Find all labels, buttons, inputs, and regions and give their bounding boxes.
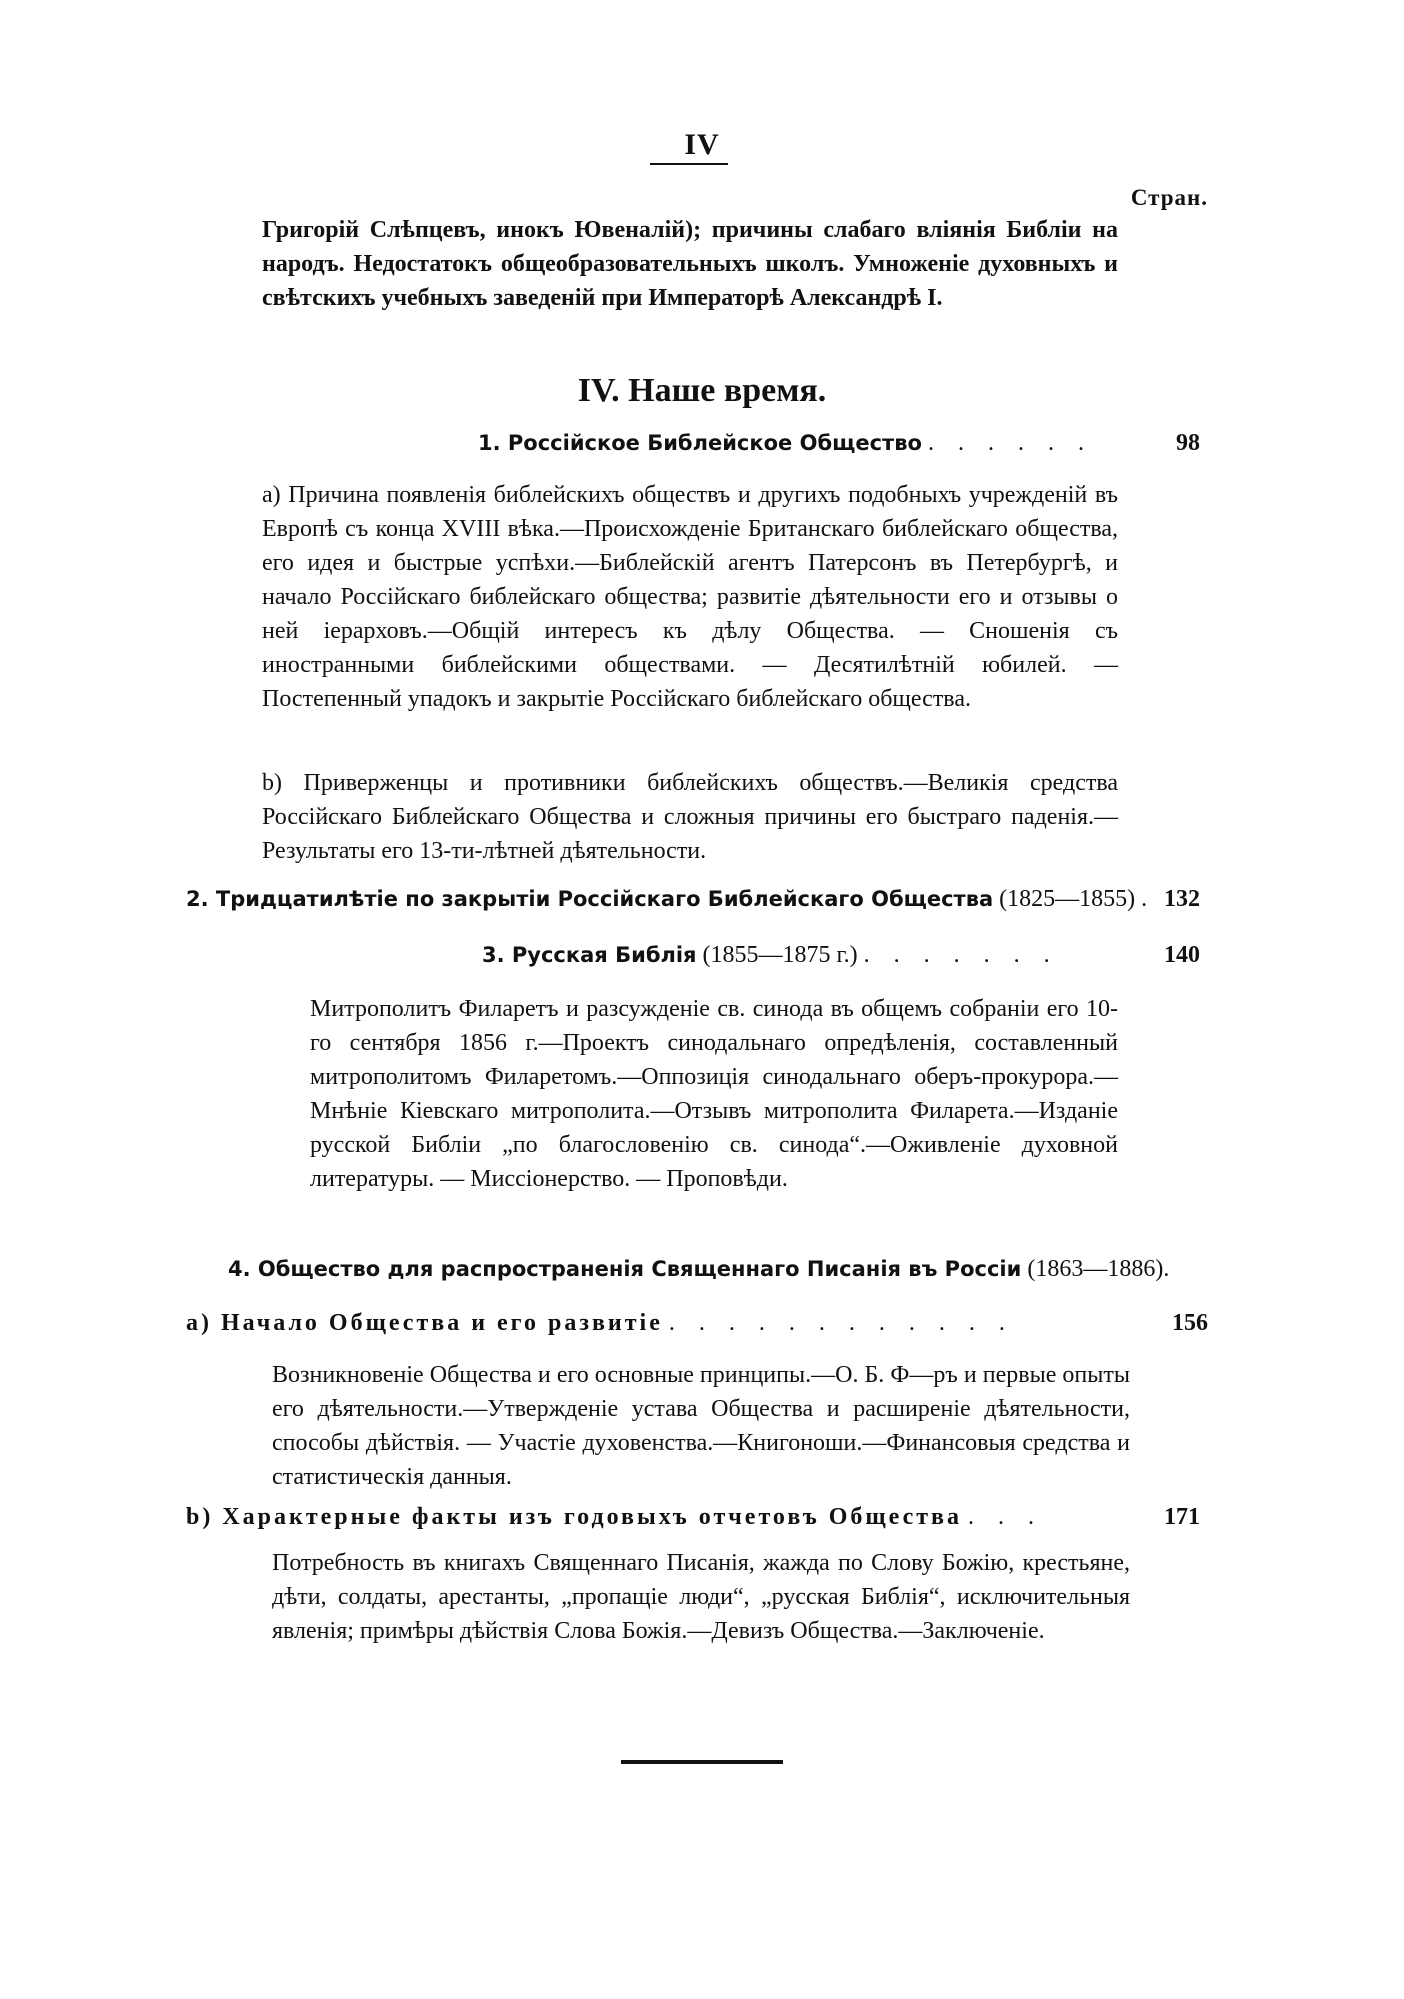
toc-subentry-b-page: 171	[1164, 1504, 1200, 1530]
toc-entry-2	[186, 886, 1147, 913]
toc-entry-1-paragraph-a: а) Причина появленія библейскихъ обществъ и другихъ подобныхъ учрежденій въ Европѣ съ конца XVIII вѣка.—Происхожденіе Британскаго библейскаго общества, его идея и быстрые успѣхи.—Библейскій агентъ Патерсонъ въ Петербургѣ, и начало Россійскаго библейскаго общества; развитіе дѣятельности его и отзывы о ней іерарховъ.—Общій интересъ къ дѣлу Общества. — Сношенія съ иностранными библейскими обществами. — Десятилѣтній юбилей. — Постепенный упадокъ и закрытіе Россійскаго библейскаго общества.	[262, 482, 1118, 712]
page-number: IV	[684, 128, 720, 161]
toc-entry-4-dates: (1863—1886).	[1027, 1256, 1170, 1282]
toc-entry-3-paragraph: Митрополитъ Филаретъ и разсужденіе св. синода въ общемъ собраніи его 10-го сентября 1856 г.—Проектъ синодальнаго опредѣленія, составленный митрополитомъ Филаретомъ.—Оппозиція синодальнаго оберъ-прокурора.—Мнѣніе Кіевскаго митрополита.—Отзывъ митрополита Филарета.—Изданіе русской Библіи „по благословенію св. синода“.—Оживленіе духовной литературы. — Миссіонерство. — Проповѣди.	[310, 996, 1118, 1192]
section-title: IV. Наше время.	[577, 372, 827, 409]
page-column-header: Стран.	[1130, 185, 1208, 210]
toc-entry-1-page: 98	[1176, 430, 1200, 456]
toc-subentry-b	[186, 1504, 1043, 1531]
toc-subentry-a-page: 156	[1172, 1310, 1208, 1336]
toc-entry-1-dots: . . . . . .	[927, 430, 1093, 456]
toc-subentry-b-dots: . . .	[967, 1504, 1043, 1530]
toc-entry-2-dates: (1825—1855)	[999, 886, 1136, 912]
toc-entry-3	[482, 942, 1059, 969]
toc-entry-3-dates: (1855—1875 г.)	[702, 942, 858, 968]
toc-entry-2-label: 2. Тридцатилѣтіе по закрытіи Россійскаго Библейскаго Общества	[186, 887, 994, 911]
toc-entry-1-paragraph-b: b) Приверженцы и противники библейскихъ обществъ.—Великія средства Россійскаго Библейскаго Общества и сложныя причины его быстраго паденія.—Результаты его 13-ти-лѣтней дѣятельности.	[262, 770, 1118, 864]
toc-entry-2-dots: .	[1141, 886, 1148, 912]
toc-subentry-a-dots: . . . . . . . . . . . .	[668, 1310, 1014, 1336]
toc-subentry-a-label: а) Начало Общества и его развитіе	[186, 1310, 663, 1336]
toc-entry-3-dots: . . . . . . .	[863, 942, 1059, 968]
toc-entry-3-label: 3. Русская Библія	[482, 943, 697, 967]
toc-entry-1	[478, 430, 1093, 457]
intro-paragraph: Григорій Слѣпцевъ, инокъ Ювеналій); причины слабаго вліянія Библіи на народъ. Недостатокъ общеобразовательныхъ школъ. Умноженіе духовныхъ и свѣтскихъ учебныхъ заведеній при Императорѣ Александрѣ I.	[262, 217, 1118, 311]
toc-entry-1-label: 1. Россійское Библейское Общество	[478, 431, 922, 455]
toc-subentry-a-paragraph: Возникновеніе Общества и его основные принципы.—О. Б. Ф—ръ и первые опыты его дѣятельности.—Утвержденіе устава Общества и расширеніе дѣятельности, способы дѣйствія. — Участіе духовенства.—Книгоноши.—Финансовыя средства и статистическія данныя.	[272, 1362, 1130, 1490]
toc-entry-3-page: 140	[1164, 942, 1200, 968]
toc-entry-4-label: 4. Общество для распространенія Священнаго Писанія въ Россіи	[228, 1257, 1022, 1281]
end-rule	[621, 1760, 783, 1764]
toc-entry-2-page: 132	[1164, 886, 1200, 912]
toc-subentry-a	[186, 1310, 1014, 1337]
page-number-underline	[650, 163, 728, 165]
toc-entry-4	[228, 1256, 1169, 1283]
toc-subentry-b-label: b) Характерные факты изъ годовыхъ отчетовъ Общества	[186, 1504, 962, 1530]
toc-subentry-b-paragraph: Потребность въ книгахъ Священнаго Писанія, жажда по Слову Божію, крестьяне, дѣти, солдаты, арестанты, „пропащіе люди“, „русская Библія“, исключительныя явленія; примѣры дѣйствія Слова Божія.—Девизъ Общества.—Заключеніе.	[272, 1550, 1130, 1644]
